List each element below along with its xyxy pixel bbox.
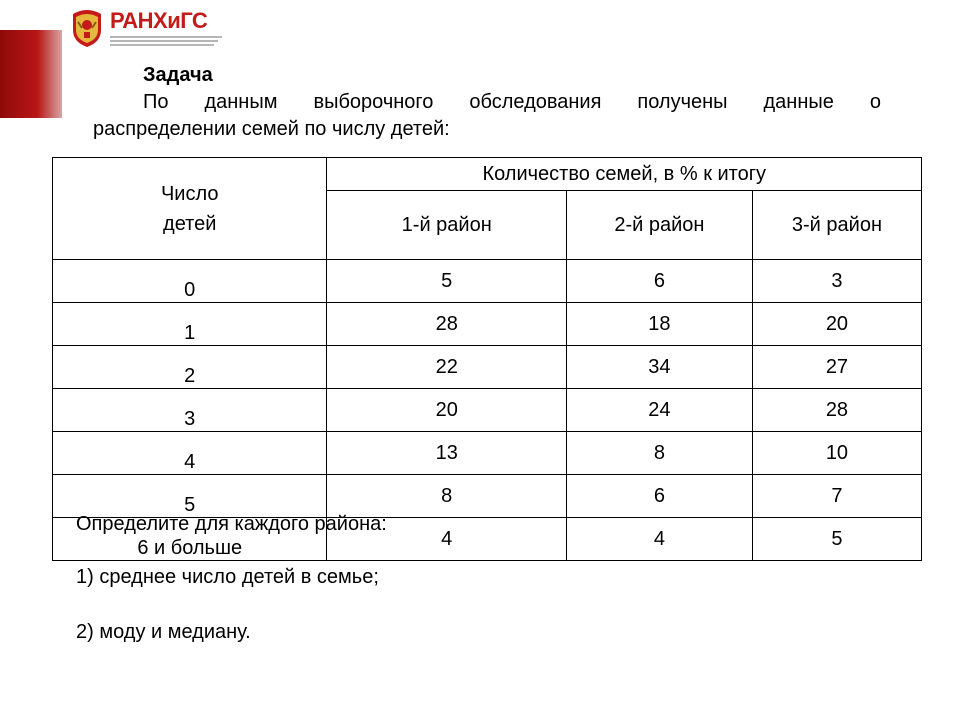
table-cell: 10 [752, 432, 921, 475]
logo-name: РАНХиГС [110, 8, 208, 33]
table-cell: 13 [327, 432, 566, 475]
table-cell: 5 [327, 260, 566, 303]
district-header-2: 2-й район [566, 191, 752, 260]
table-cell: 24 [566, 389, 752, 432]
eagle-emblem-icon [70, 8, 104, 48]
task-text [93, 62, 881, 143]
logo-subtitle-lines [110, 34, 222, 46]
table-row [53, 389, 922, 432]
table-cell: 20 [327, 389, 566, 432]
task-title: Задача [143, 64, 213, 86]
district-header-3: 3-й район [752, 191, 921, 260]
table-cell: 8 [327, 475, 566, 518]
question-item: 1) среднее число детей в семье; [76, 566, 379, 588]
table-cell: 20 [752, 303, 921, 346]
table-cell: 6 [566, 260, 752, 303]
question-item: 2) моду и медиану. [76, 621, 251, 643]
task-line-2: распределении семей по числу детей: [93, 118, 450, 140]
children-distribution-table [52, 157, 922, 561]
task-line-1: По данным выборочного обследования получены данные о [143, 91, 881, 113]
row-label: 1 [53, 303, 327, 346]
table-cell: 7 [752, 475, 921, 518]
ranepa-logo [70, 7, 222, 49]
table-cell: 6 [566, 475, 752, 518]
row-label: 6 и больше [53, 518, 327, 561]
table-cell: 4 [566, 518, 752, 561]
district-header-1: 1-й район [327, 191, 566, 260]
table-row [53, 303, 922, 346]
decorative-red-bar [0, 30, 62, 118]
table-row [53, 432, 922, 475]
row-label: 0 [53, 260, 327, 303]
group-header: Количество семей, в % к итогу [327, 158, 922, 191]
table-cell: 4 [327, 518, 566, 561]
row-label: 4 [53, 432, 327, 475]
table-row [53, 260, 922, 303]
row-label: 3 [53, 389, 327, 432]
table-cell: 5 [752, 518, 921, 561]
table-cell: 8 [566, 432, 752, 475]
questions-intro: Определите для каждого района: [76, 513, 387, 535]
row-label: 5 [53, 475, 327, 518]
table-cell: 3 [752, 260, 921, 303]
col-header-children: Число детей [53, 158, 327, 260]
table-cell: 22 [327, 346, 566, 389]
table-cell: 27 [752, 346, 921, 389]
table-cell: 28 [327, 303, 566, 346]
table-row [53, 346, 922, 389]
table-cell: 34 [566, 346, 752, 389]
table-cell: 28 [752, 389, 921, 432]
questions [76, 510, 387, 646]
row-label: 2 [53, 346, 327, 389]
table-cell: 18 [566, 303, 752, 346]
